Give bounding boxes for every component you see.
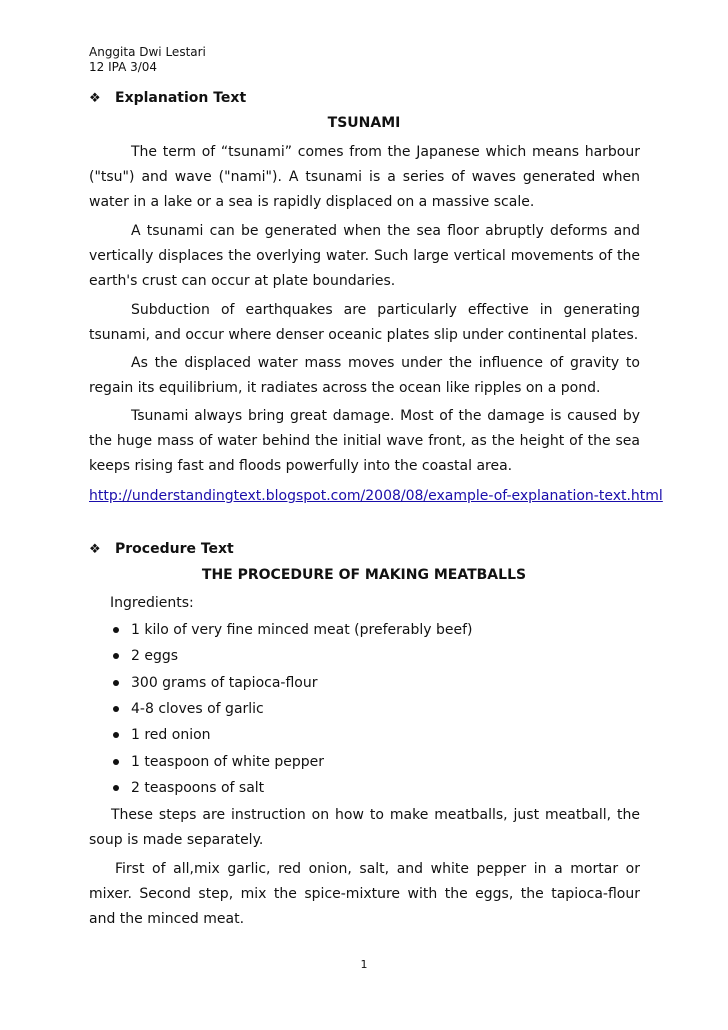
list-item: 2 eggs [113, 648, 178, 664]
source-link[interactable]: http://understandingtext.blogspot.com/2008/08/example-of-explanation-text.html [89, 488, 663, 504]
document-title-tsunami: TSUNAMI [327, 115, 401, 131]
section-heading-label: Explanation Text [115, 90, 247, 106]
diamond-bullet-icon: ❖ [89, 90, 101, 106]
author-name: Anggita Dwi Lestari [89, 45, 206, 59]
student-class: 12 IPA 3/04 [89, 60, 158, 74]
paragraph: A tsunami can be generated when the sea floor abruptly deforms and vertically displaces the overlying water. Such large vertical movements of the earth's crust can occur at plate boundaries. [89, 223, 640, 289]
document-title-meatballs: THE PROCEDURE OF MAKING MEATBALLS [201, 567, 527, 583]
list-item: 4-8 cloves of garlic [113, 701, 264, 717]
paragraph: First of all,mix garlic, red onion, salt, and white pepper in a mortar or mixer. Second step, mix the spice-mixture with the eggs, the tapioca-flour and the minced meat. [89, 861, 640, 927]
section-heading-explanation [89, 90, 246, 106]
section-heading-label: Procedure Text [115, 541, 234, 557]
list-item: 2 teaspoons of salt [113, 780, 264, 796]
diamond-bullet-icon: ❖ [89, 541, 101, 557]
paragraph: These steps are instruction on how to make meatballs, just meatball, the soup is made separately. [89, 807, 640, 848]
bullet-icon [113, 653, 119, 659]
bullet-icon [113, 680, 119, 686]
bullet-icon [113, 732, 119, 738]
list-item: 1 kilo of very fine minced meat (preferably beef) [113, 622, 472, 638]
page-number: 1 [360, 958, 368, 971]
bullet-icon [113, 759, 119, 765]
section-heading-procedure [89, 541, 234, 557]
paragraph: Tsunami always bring great damage. Most of the damage is caused by the huge mass of water behind the initial wave front, as the height of the sea keeps rising fast and floods powerfully into the coastal area. [89, 408, 640, 474]
paragraph: The term of “tsunami” comes from the Japanese which means harbour ("tsu") and wave ("nami"). A tsunami is a series of waves generated when water in a lake or a sea is rapidly displaced on a massive scale. [89, 144, 640, 210]
list-item: 300 grams of tapioca-flour [113, 675, 317, 691]
bullet-icon [113, 627, 119, 633]
paragraph: As the displaced water mass moves under the influence of gravity to regain its equilibrium, it radiates across the ocean like ripples on a pond. [89, 355, 640, 396]
ingredients-label: Ingredients: [110, 595, 194, 611]
bullet-icon [113, 785, 119, 791]
bullet-icon [113, 706, 119, 712]
paragraph: Subduction of earthquakes are particularly effective in generating tsunami, and occur where denser oceanic plates slip under continental plates. [89, 302, 640, 343]
list-item: 1 teaspoon of white pepper [113, 754, 324, 770]
list-item: 1 red onion [113, 727, 211, 743]
